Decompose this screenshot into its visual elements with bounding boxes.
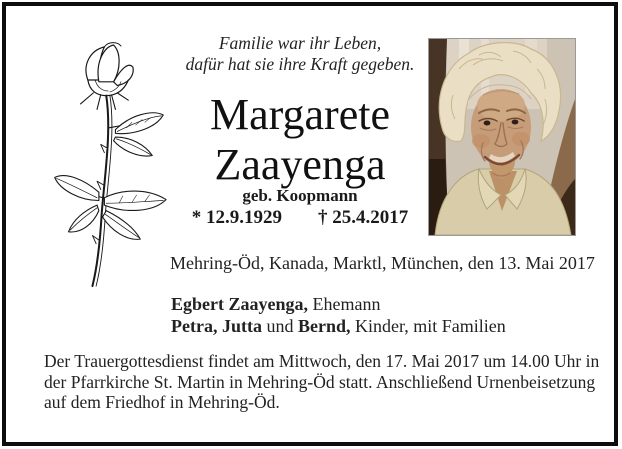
portrait-photo (428, 38, 576, 236)
mourners-list (171, 294, 591, 337)
deceased-first-name: Margarete (210, 90, 390, 139)
death-date: † 25.4.2017 (318, 207, 409, 228)
life-dates (140, 207, 460, 229)
mourner-line-children: Petra, Jutta und Bernd, Kinder, mit Familien (171, 315, 506, 336)
deceased-name (120, 90, 480, 190)
deceased-last-name: Zaayenga (214, 140, 386, 189)
place-date-line: Mehring-Öd, Kanada, Marktl, München, den 13. Mai 2017 (170, 253, 595, 273)
service-announcement: Der Trauergottesdienst findet am Mittwoch, den 17. Mai 2017 um 14.00 Uhr in der Pfarrkirche St. Martin in Mehring-Öd statt. Anschließend Urnenbeisetzung auf dem Friedhof in Mehring-Öd. (44, 351, 600, 412)
birth-date: * 12.9.1929 (191, 207, 282, 228)
mourner-line-husband: Egbert Zaayenga, Ehemann (171, 294, 381, 314)
maiden-name: geb. Koopmann (242, 186, 358, 205)
portrait-photo-image (429, 39, 575, 235)
motto-text: Familie war ihr Leben, dafür hat sie ihre Kraft gegeben. (185, 33, 415, 74)
